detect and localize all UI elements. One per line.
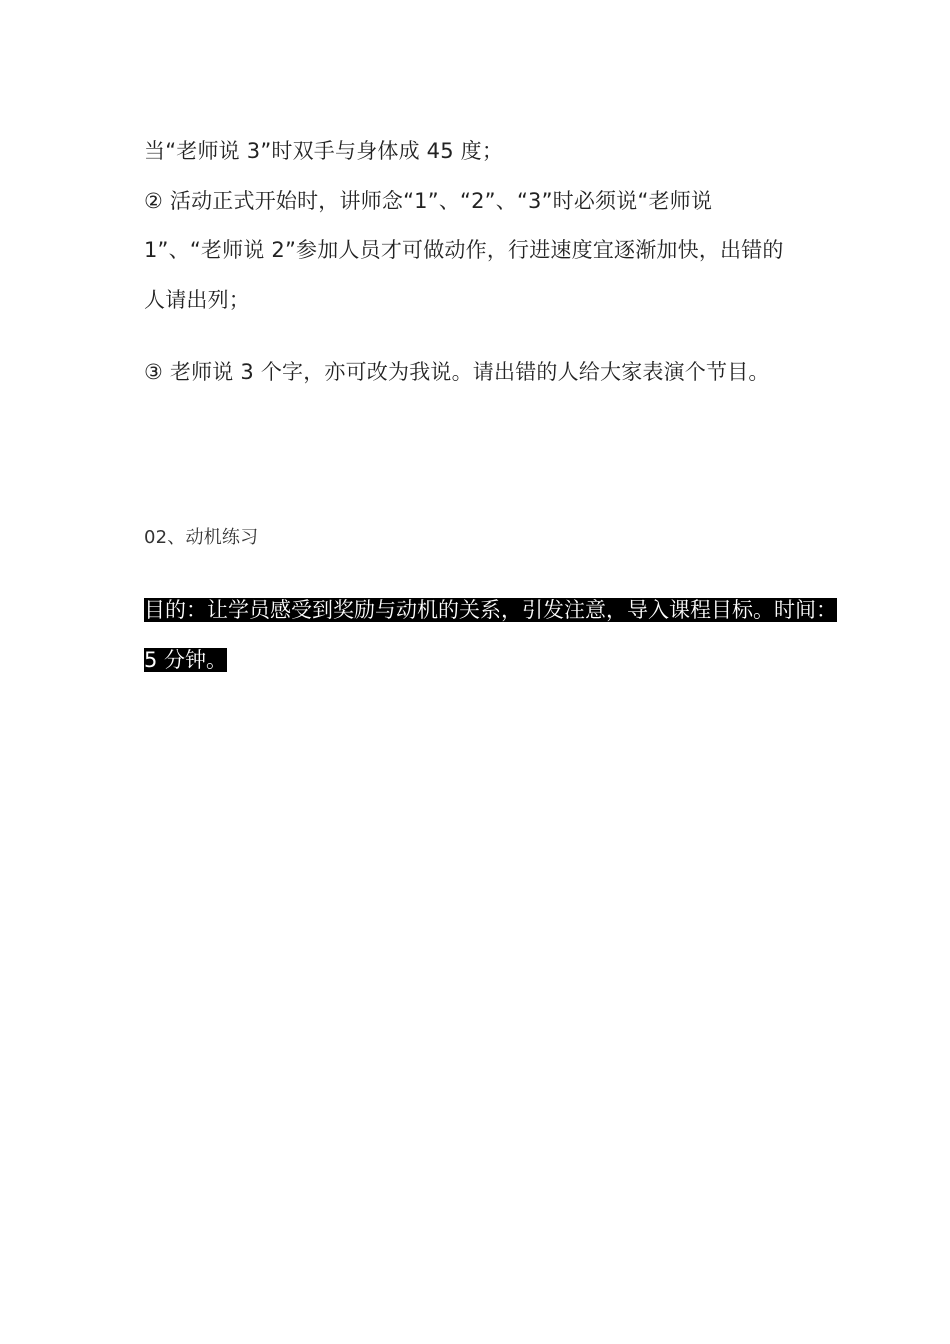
section-heading: 02、动机练习 [144, 527, 259, 548]
paragraph-line-2: ② 活动正式开始时，讲师念“1”、“2”、“3”时必须说“老师说 [144, 189, 713, 213]
paragraph-line-1: 当“老师说 3”时双手与身体成 45 度； [144, 139, 504, 163]
highlighted-purpose-line-1 [144, 596, 837, 624]
highlighted-purpose-line-2 [144, 646, 227, 674]
paragraph-line-4: 人请出列； [144, 288, 250, 312]
highlighted-text: 目的：让学员感受到奖励与动机的关系，引发注意，导入课程目标。时间： [144, 598, 837, 622]
paragraph-line-5: ③ 老师说 3 个字，亦可改为我说。请出错的人给大家表演个节目。 [144, 360, 770, 384]
paragraph-line-3: 1”、“老师说 2”参加人员才可做动作，行进速度宜逐渐加快，出错的 [144, 238, 784, 262]
highlighted-text: 5 分钟。 [144, 648, 228, 672]
